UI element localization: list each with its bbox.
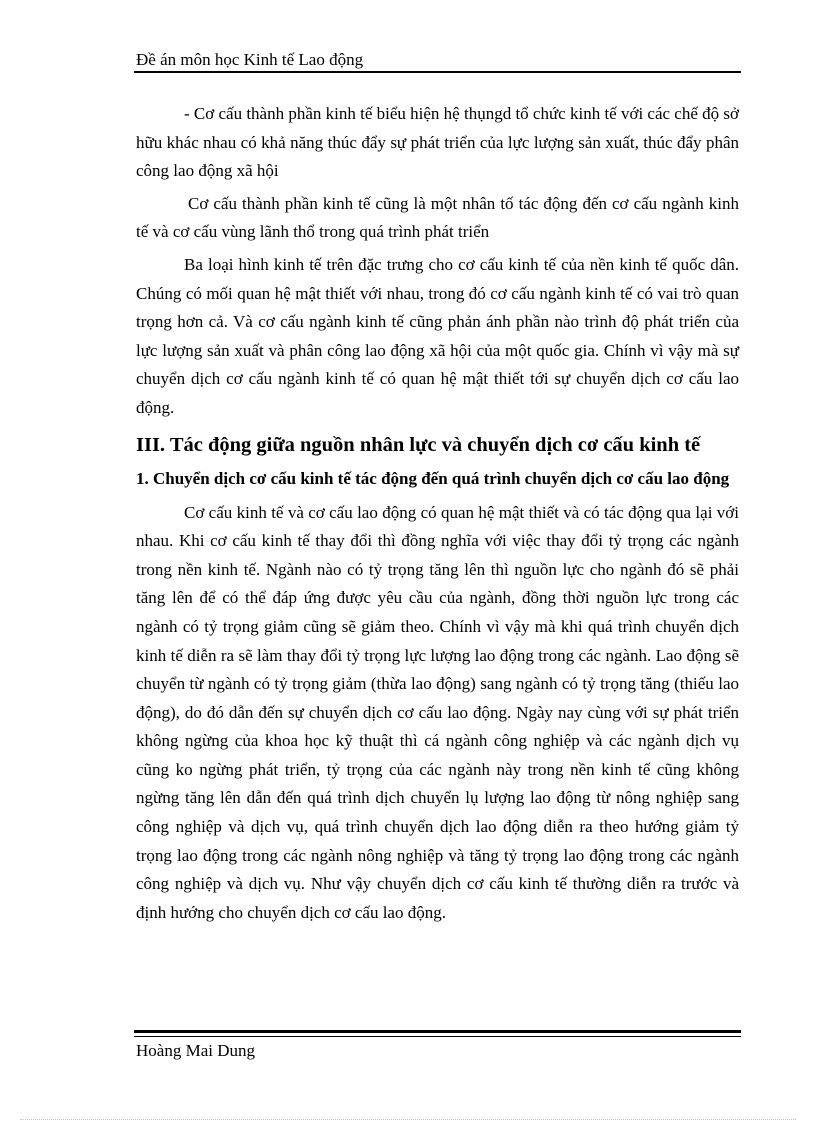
footer-divider-thick bbox=[134, 1030, 741, 1033]
paragraph-structure-shift: Cơ cấu kinh tế và cơ cấu lao động có quan hệ mật thiết và có tác động qua lại với nhau. Khi cơ cấu kinh tế thay đổi thì đồng nghĩa với việc thay đổi tỷ trọng các ngành trong nền kinh tế. Ngành nào có tỷ trọng tăng lên thì nguồn lực cho ngành đó sẽ phải tăng lên để có thể đáp ứng được yêu cầu của ngành, đồng thời nguồn lực trong các ngành có tỷ trọng giảm cũng sẽ giảm theo. Chính vì vậy mà khi quá trình chuyển dịch kinh tế diễn ra sẽ làm thay đổi tỷ trọng lực lượng lao động trong các ngành. Lao động sẽ chuyển từ ngành có tỷ trọng giảm (thừa lao động) sang ngành có tỷ trọng tăng (thiếu lao động), do đó dẫn đến sự chuyển dịch cơ cấu lao động. Ngày nay cùng với sự phát triển không ngừng của khoa học kỹ thuật thì cá ngành công nghiệp và các ngành dịch vụ cũng ko ngừng phát triển, tỷ trọng của các ngành này trong nền kinh tế cũng không ngừng tăng lên dẫn đến quá trình dịch chuyển lụ lượng lao động từ nông nghiệp sang công nghiệp và dịch vụ, quá trình chuyển dịch lao động diễn ra theo hướng giảm tỷ trọng lao động trong các ngành nông nghiệp và tăng tỷ trọng lao động trong các ngành công nghiệp và dịch vụ. Như vậy chuyển dịch cơ cấu kinh tế thường diễn ra trước và định hướng cho chuyển dịch cơ cấu lao động. bbox=[136, 502, 739, 922]
footer-divider-thin bbox=[134, 1036, 741, 1037]
paragraph-sector-impact: Cơ cấu thành phần kinh tế cũng là một nhân tố tác động đến cơ cấu ngành kinh tế và cơ cấu vùng lãnh thổ trong quá trình phát triển bbox=[136, 193, 739, 242]
subsection-heading-1: 1. Chuyển dịch cơ cấu kinh tế tác động đến quá trình chuyển dịch cơ cấu lao động bbox=[136, 468, 730, 488]
paragraph-three-types: Ba loại hình kinh tế trên đặc trưng cho cơ cấu kinh tế của nền kinh tế quốc dân. Chúng có mối quan hệ mật thiết với nhau, trong đó cơ cấu ngành kinh tế có vai trò quan trọng hơn cả. Và cơ cấu ngành kinh tế cũng phản ánh phần nào trình độ phát triển của lực lượng sản xuất và phân công lao động xã hội của một quốc gia. Chính vì vậy mà sự chuyển dịch cơ cấu ngành kinh tế có quan hệ mật thiết tới sự chuyển dịch cơ cấu lao động. bbox=[136, 254, 739, 417]
document-body bbox=[136, 100, 739, 931]
page-header-title: Đề án môn học Kinh tế Lao động bbox=[136, 50, 364, 69]
header-divider bbox=[134, 71, 741, 73]
paragraph-economic-sectors: - Cơ cấu thành phần kinh tế biểu hiện hệ thụngd tổ chức kinh tế với các chế độ sở hữu khác nhau có khả năng thúc đẩy sự phát triển của lực lượng sản xuất, thúc đẩy phân công lao động xã hội bbox=[136, 104, 740, 181]
section-heading-iii: III. Tác động giữa nguồn nhân lực và chuyển dịch cơ cấu kinh tế bbox=[136, 433, 701, 456]
footer-author: Hoàng Mai Dung bbox=[136, 1041, 255, 1060]
page-edge-dotted-line bbox=[20, 1119, 796, 1120]
